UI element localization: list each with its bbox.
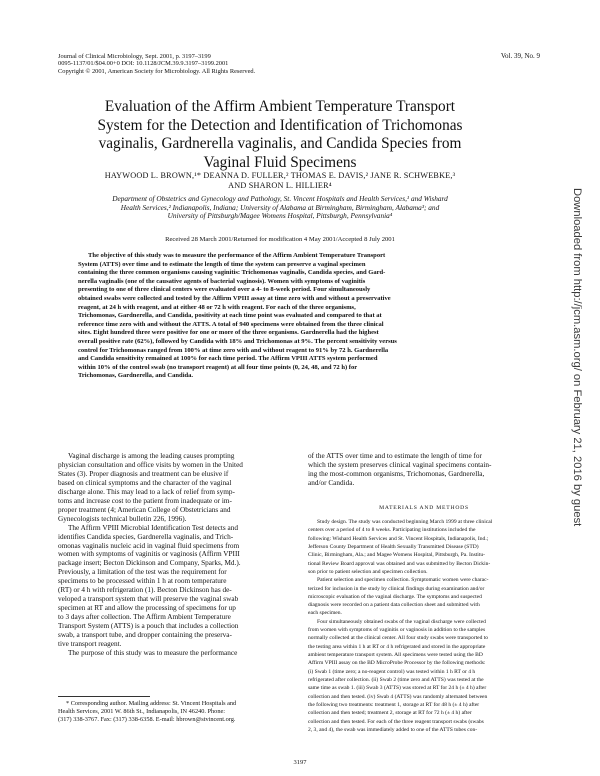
title-line: vaginalis, Gardnerella vaginalis, and Candida Species from <box>98 135 462 152</box>
methods-line: terized for inclusion in the study by clinical findings during examination and/or <box>308 585 485 592</box>
methods-line: the following two treatments: treatment 1, storage at RT for 48 h (± 4 h) after <box>308 701 480 708</box>
abstract <box>78 252 482 381</box>
methods-text <box>308 518 540 734</box>
body-line: The purpose of this study was to measure the performance <box>68 648 238 657</box>
body-line: toms and increase cost to the patient from inadequate or im- <box>58 496 232 505</box>
body-line: physician consultation and office visits by women in the United <box>58 460 243 469</box>
corresponding-author-footnote <box>58 700 290 724</box>
methods-line: ambient temperature transport system. All specimens were tested using the BD <box>308 652 483 658</box>
footnote-line: * Corresponding author. Mailing address: St. Vincent Hospitals and <box>66 700 237 707</box>
abstract-line: Trichomonas, Gardnerella, and Candida, positivity at each time point was evaluated and compared to that at <box>78 312 382 320</box>
methods-line: Patient selection and specimen collection. Symptomatic women were charac- <box>317 577 489 584</box>
body-line: States (3). Proper diagnosis and treatment can be elusive if <box>58 469 229 478</box>
title-line: Evaluation of the Affirm Ambient Temperature Transport <box>104 98 456 115</box>
methods-line: son prior to patient selection and specimen collection. <box>308 568 428 575</box>
body-line: Previously, a limitation of the test was the requirement for <box>58 568 227 577</box>
body-line: omonas vaginalis nucleic acid in vaginal fluid specimens from <box>58 541 240 550</box>
methods-line: following: Wishard Health Services and St. Vincent Hospitals, Indianapolis, Ind.; <box>308 535 489 542</box>
title-line: System for the Detection and Identification of Trichomonas <box>97 116 463 134</box>
author-list <box>60 171 500 192</box>
methods-line: normally collected at the clinical center. All four study swabs were transported to <box>308 635 489 642</box>
methods-line: Four simultaneously obtained swabs of the vaginal discharge were collected <box>317 618 486 625</box>
methods-line: centers over a period of 4 to 8 weeks. Participating institutions included the <box>308 527 476 534</box>
title-line: Vaginal Fluid Specimens <box>203 153 357 171</box>
body-left-column <box>58 452 290 658</box>
body-line: (RT) or 4 h with refrigeration (1). Becton Dickinson has de- <box>58 586 232 595</box>
methods-line: Study design. The study was conducted beginning March 1999 at three clinical <box>317 519 493 525</box>
methods-line: the testing area within 1 h at RT or 4 h refrigerated and stored in the appropriate <box>308 643 486 650</box>
abstract-line: and Candida sensitivity remained at 100% for each time period. The Affirm VPIII ATTS system performed <box>78 355 378 363</box>
copyright-line: Copyright © 2001, American Society for Microbiology. All Rights Reserved. <box>58 67 256 75</box>
methods-line: microscopic evaluation of the vaginal discharge. The symptoms and suspected <box>308 593 482 600</box>
body-line: veloped a transport system that will preserve the vaginal swab <box>58 595 239 604</box>
body-line: swab, a transport tube, and dropper containing the preserva- <box>58 631 232 640</box>
methods-line: Affirm VPIII assay on the BD MicroProbe Processor by the following methods: <box>308 660 486 667</box>
methods-line: refrigerated after collection. (ii) Swab 2 (time zero and ATTS) was tested at the <box>308 676 484 683</box>
body-line: which the system preserves clinical vaginal specimens contain- <box>308 460 492 469</box>
methods-line: tional Review Board approval was obtained and was submitted by Becton Dickin- <box>308 560 491 567</box>
methods-line: 2, 3, and 4), the swab was immediately added to one of the ATTS tubes con- <box>308 726 478 733</box>
body-line: ing the most-common organisms, Trichomonas, Gardnerella, <box>308 469 485 478</box>
abstract-line: The objective of this study was to measure the performance of the Affirm Ambient Temperature Transport <box>88 252 386 259</box>
body-right-column <box>308 452 540 488</box>
received-dates: Received 28 March 2001/Returned for modification 4 May 2001/Accepted 8 July 2001 <box>165 236 395 243</box>
abstract-line: reagent, at 24 h with reagent, and at either 48 or 72 h with reagent. For each of the three organisms, <box>78 303 356 311</box>
methods-line: collection and then tested. For each of the three reagent transport swabs (swabs <box>308 718 484 725</box>
footnote-line: Health Services, 2001 W. 86th St., Indianapolis, IN 46240. Phone: <box>58 707 226 715</box>
footnote-divider <box>58 696 150 697</box>
body-line: tive transport reagent. <box>58 640 122 649</box>
article-title <box>60 98 500 172</box>
running-header <box>58 53 378 75</box>
abstract-line: within 10% of the control swab (no transport reagent) at all four time points (0, 24, 48, and 72 h) for <box>78 363 358 371</box>
footnote-line: (317) 338-3767. Fax: (317) 338-6358. E-mail: hbrown@stvincent.org. <box>58 715 236 723</box>
body-line: specimens to be processed within 1 h at room temperature <box>58 577 227 586</box>
methods-line: diagnosis were recorded on a patient data collection sheet and submitted with <box>308 602 480 609</box>
abstract-line: reference time zero with and without the ATTS. A total of 940 specimens were obtained from the three clinical <box>78 320 384 328</box>
methods-line: each specimen. <box>308 610 342 617</box>
body-line: proper treatment (4; American College of Obstetricians and <box>58 505 231 514</box>
volume-issue: Vol. 39, No. 9 <box>500 52 540 60</box>
methods-line: collection and then tested. (iv) Swab 4 (ATTS) was randomly alternated between <box>308 693 488 700</box>
body-line: Transport System (ATTS) is a pouch that includes a collection <box>58 622 239 631</box>
affiliations <box>62 195 498 221</box>
abstract-line: control for Trichomonas ranged from 100% at time zero with and without reagent to 91% by 72 h. Gardnerella <box>78 346 389 354</box>
section-heading: MATERIALS AND METHODS <box>379 505 469 511</box>
methods-line: Jefferson County Department of Health Sexually Transmitted Disease (STD) <box>308 543 479 550</box>
journal-citation: Journal of Clinical Microbiology, Sept. 2001, p. 3197–3199 <box>58 53 211 60</box>
methods-line: (i) Swab 1 (time zero; a no-reagent control) was tested within 1 h RT or 4 h <box>308 668 476 675</box>
body-line: Gynecologists technical bulletin 226, 1996). <box>58 514 187 523</box>
doi-line: 0095-1137/01/$04.00+0 DOI: 10.1128/JCM.39.9.3197–3199.2001 <box>58 60 229 68</box>
body-line: discharge alone. This may lead to a lack of relief from symp- <box>58 487 235 496</box>
body-line: based on clinical symptoms and the character of the vaginal <box>58 478 232 487</box>
methods-line: from women with symptoms of vaginitis or vaginosis in addition to the samples <box>308 627 486 634</box>
abstract-line: containing the three common organisms causing vaginitis: Trichomonas vaginalis, Candida species, and Gard- <box>78 269 386 277</box>
methods-line: Clinic, Birmingham, Ala.; and Magee Womens Hospital, Pittsburgh, Pa. Institu- <box>308 552 485 559</box>
affiliation-line: University of Pittsburgh/Magee Womens Hospital, Pittsburgh, Pennsylvania⁴ <box>167 211 393 221</box>
download-watermark-text: Downloaded from http://jcm.asm.org/ on February 21, 2016 by guest <box>571 188 583 527</box>
body-line: identifies Candida species, Gardnerella vaginalis, and Trich- <box>58 532 234 541</box>
abstract-line: overall positive rate (62%), followed by Candida with 18% and Trichomonas at 9%. The percent sensitivity versus <box>78 337 397 345</box>
author-line: HAYWOOD L. BROWN,¹* DEANNA D. FULLER,² THOMAS E. DAVIS,² JANE R. SCHWEBKE,³ <box>104 171 456 180</box>
abstract-line: obtained swabs were collected and tested by the Affirm VPIII assay at time zero with and without a preservative <box>78 294 391 302</box>
abstract-line: nerella vaginalis (one of the causative agents of bacterial vaginosis). Women with symptoms of vaginitis <box>78 277 366 285</box>
body-line: women with symptoms of vaginitis or vaginosis (Affirm VPIII <box>58 550 240 559</box>
body-line: Vaginal discharge is among the leading causes prompting <box>68 452 235 460</box>
abstract-line: presenting to one of three clinical centers were evaluated over a 4- to 8-week period. Four simultaneously <box>78 286 371 294</box>
methods-line: same time as swab 1. (iii) Swab 3 (ATTS) was stored at RT for 24 h (± 4 h) after <box>308 685 487 692</box>
affiliation-line: Health Services,² Indianapolis, Indiana; University of Alabama at Birmingham, Birmingham, Alabama³; and <box>120 202 440 212</box>
body-line: The Affirm VPIII Microbial Identification Test detects and <box>68 523 239 532</box>
body-line: of the ATTS over time and to estimate the length of time for <box>308 452 482 460</box>
abstract-line: sites. Eight hundred three were positive for one or more of the three organisms. Gardnerella had the highest <box>78 329 379 337</box>
body-line: specimen at RT and allow the processing of specimens for up <box>58 604 236 613</box>
author-line: AND SHARON L. HILLIER⁴ <box>228 181 332 191</box>
body-line: package insert; Becton Dickinson and Company, Sparks, Md.). <box>58 559 241 568</box>
page-number: 3197 <box>293 759 307 766</box>
body-line: to 3 days after collection. The Affirm Ambient Temperature <box>58 613 231 622</box>
body-line: and/or Candida. <box>308 478 355 487</box>
abstract-line: Trichomonas, Gardnerella, and Candida. <box>78 372 194 380</box>
methods-line: collection and then tested; treatment 2, storage at RT for 72 h (± 4 h) after <box>308 710 472 717</box>
affiliation-line: Department of Obstetrics and Gynecology and Pathology, St. Vincent Hospitals and Health Services,¹ and Wishard <box>112 194 448 203</box>
abstract-line: System (ATTS) over time and to estimate the length of time the system can preserve a vaginal specimen <box>78 260 366 268</box>
